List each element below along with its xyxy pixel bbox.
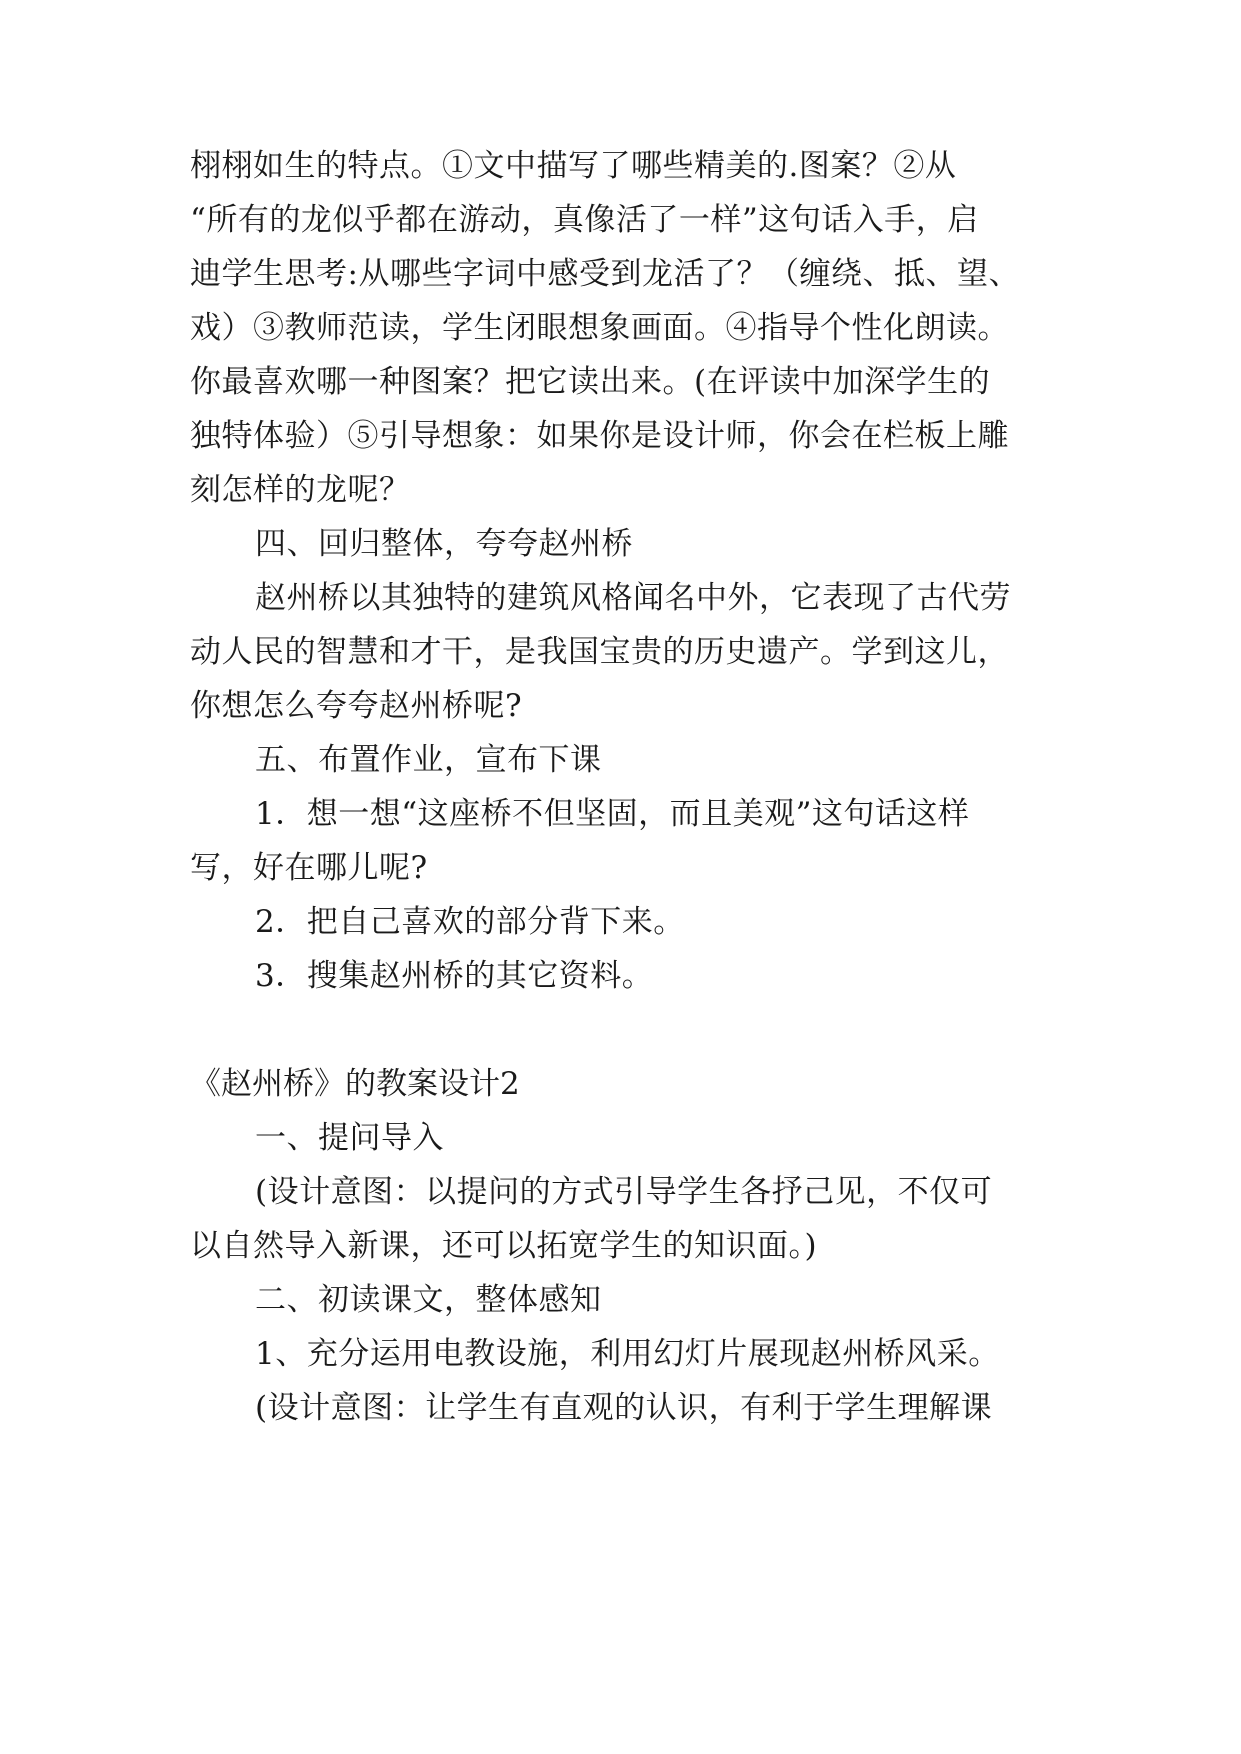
step-item-1: 1、充分运用电教设施，利用幻灯片展现赵州桥风采。 [255, 1336, 1000, 1372]
body-line-4: 戏）③教师范读，学生闭眼想象画面。④指导个性化朗读。 [190, 310, 1009, 346]
body-line-10: 动人民的智慧和才干，是我国宝贵的历史遗产。学到这儿， [190, 634, 1009, 670]
homework-item-1-cont: 写，好在哪儿呢? [190, 850, 428, 886]
body-line-1: 栩栩如生的特点。①文中描写了哪些精美的.图案？②从 [190, 148, 957, 184]
design-intent-2: (设计意图：让学生有直观的认识，有利于学生理解课 [255, 1390, 993, 1426]
body-line-2: “所有的龙似乎都在游动，真像活了一样”这句话入手，启 [190, 202, 979, 238]
design-intent-1-cont: 以自然导入新课，还可以拓宽学生的知识面。) [190, 1228, 818, 1264]
body-line-6: 独特体验）⑤引导想象：如果你是设计师，你会在栏板上雕 [190, 418, 1009, 454]
section-heading-5: 五、布置作业，宣布下课 [255, 742, 602, 778]
body-line-11: 你想怎么夸夸赵州桥呢? [190, 688, 523, 724]
body-line-3: 迪学生思考:从哪些字词中感受到龙活了？（缠绕、抵、望、 [190, 256, 1020, 292]
homework-item-1: 1．想一想“这座桥不但坚固，而且美观”这句话这样 [255, 796, 970, 832]
design-intent-1: (设计意图：以提问的方式引导学生各抒己见，不仅可 [255, 1174, 993, 1210]
homework-item-2: 2．把自己喜欢的部分背下来。 [255, 904, 685, 940]
body-line-7: 刻怎样的龙呢？ [190, 472, 411, 508]
body-line-9: 赵州桥以其独特的建筑风格闻名中外，它表现了古代劳 [255, 580, 1011, 616]
section-heading-1: 一、提问导入 [255, 1120, 444, 1156]
section-heading-4: 四、回归整体，夸夸赵州桥 [255, 526, 633, 562]
lesson-plan-title: 《赵州桥》的教案设计2 [190, 1066, 520, 1102]
body-line-5: 你最喜欢哪一种图案？把它读出来。(在评读中加深学生的 [190, 364, 991, 400]
section-heading-2: 二、初读课文，整体感知 [255, 1282, 602, 1318]
homework-item-3: 3．搜集赵州桥的其它资料。 [255, 958, 654, 994]
